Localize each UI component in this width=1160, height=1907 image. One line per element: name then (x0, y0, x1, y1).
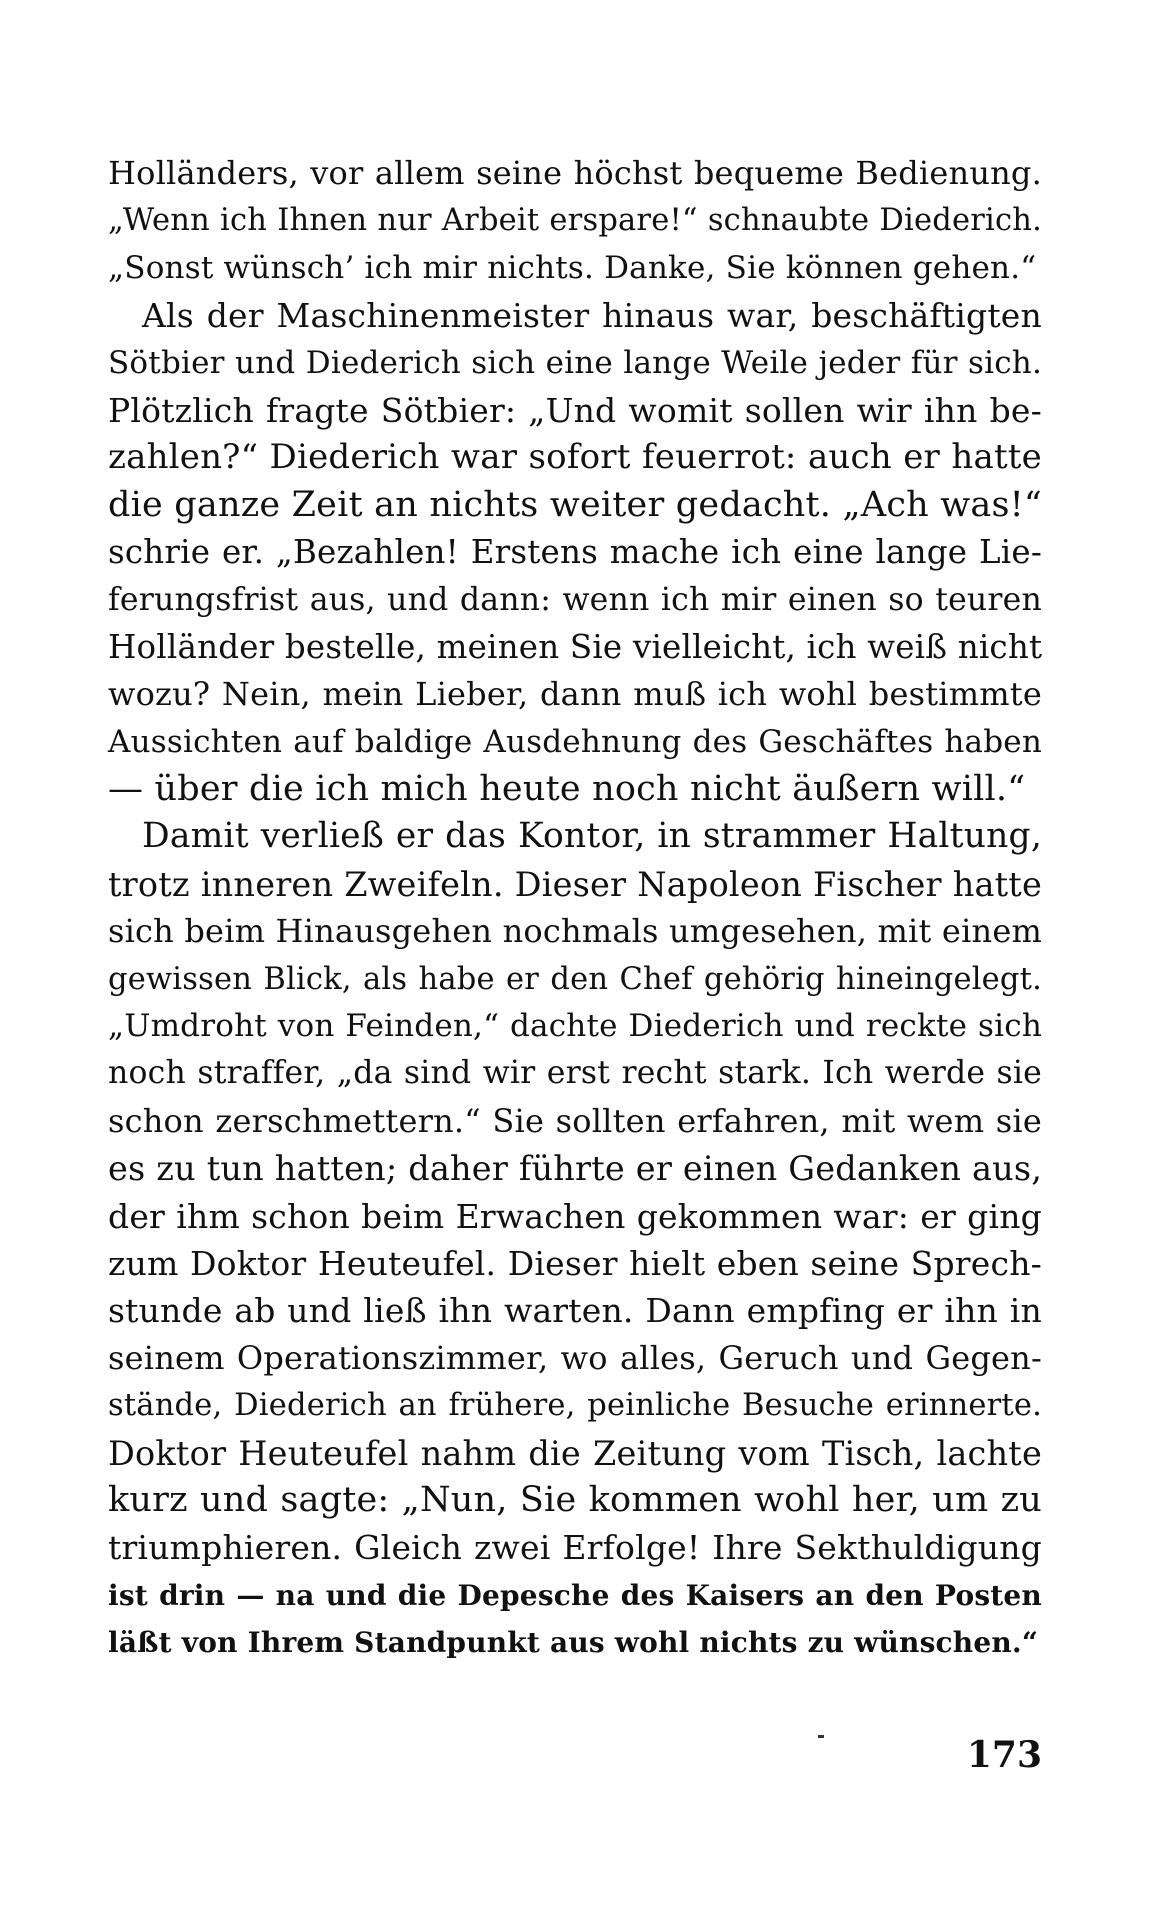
text-line: zahlen?“ Diederich war sofort feuerrot: auch er hatte (108, 437, 1042, 478)
text-line: „Umdroht von Feinden,“ dachte Diederich und reckte sich (108, 1008, 1042, 1045)
text-line: Damit verließ er das Kontor, in strammer Haltung, (142, 816, 1042, 857)
text-line: „Sonst wünsch’ ich mir nichts. Danke, Sie können gehen.“ (108, 249, 1037, 286)
text-line: triumphieren. Gleich zwei Erfolge! Ihre Sekthuldigung (108, 1528, 1042, 1568)
text-line: Plötzlich fragte Sötbier: „Und womit sollen wir ihn be- (108, 390, 1042, 430)
text-line: Holländer bestelle, meinen Sie vielleicht, ich weiß nicht (108, 627, 1043, 666)
text-line: kurz und sagte: „Nun, Sie kommen wohl her, um zu (108, 1479, 1042, 1520)
text-line: gewissen Blick, als habe er den Chef gehörig hineingelegt. (108, 961, 1042, 997)
text-line: Sötbier und Diederich sich eine lange Weile jeder für sich. (108, 344, 1042, 381)
text-line: sich beim Hinausgehen nochmals umgesehen, mit einem (108, 912, 1042, 951)
text-line: noch straffer, „da sind wir erst recht stark. Ich werde sie (108, 1055, 1042, 1092)
text-line: stände, Diederich an frühere, peinliche Besuche erinnerte. (108, 1388, 1042, 1424)
text-line: Holländers, vor allem seine höchst bequeme Bedienung. (108, 154, 1042, 192)
text-line: die ganze Zeit an nichts weiter gedacht. „Ach was!“ (108, 484, 1042, 525)
text-line: es zu tun hatten; daher führte er einen Gedanken aus, (108, 1149, 1043, 1189)
text-line: der ihm schon beim Erwachen gekommen war: er ging (108, 1196, 1042, 1236)
page-number: 173 (966, 1734, 1042, 1776)
text-line: stunde ab und ließ ihn warten. Dann empfing er ihn in (108, 1291, 1042, 1331)
print-mark (818, 1735, 824, 1738)
text-line: wozu? Nein, mein Lieber, dann muß ich wohl bestimmte (108, 675, 1042, 714)
text-line: Aussichten auf baldige Ausdehnung des Geschäftes haben (108, 723, 1042, 760)
body-text (108, 150, 1042, 1667)
text-line: ist drin — na und die Depesche des Kaisers an den Posten (108, 1578, 1042, 1612)
text-line: schrie er. „Bezahlen! Erstens mache ich eine lange Lie- (108, 533, 1042, 572)
text-line: schon zerschmettern.“ Sie sollten erfahren, mit wem sie (108, 1101, 1042, 1140)
text-line: seinem Operationszimmer, wo alles, Geruch und Gegen- (108, 1338, 1042, 1377)
text-line: — über die ich mich heute noch nicht äußern will.“ (108, 769, 1026, 810)
text-line: läßt von Ihrem Standpunkt aus wohl nichts zu wünschen.“ (108, 1626, 1039, 1660)
text-line: zum Doktor Heuteufel. Dieser hielt eben seine Sprech- (108, 1243, 1042, 1283)
text-line: Als der Maschinenmeister hinaus war, beschäftigten (142, 296, 1042, 336)
text-line: trotz inneren Zweifeln. Dieser Napoleon Fischer hatte (108, 864, 1042, 904)
text-line: Doktor Heuteufel nahm die Zeitung vom Tisch, lachte (108, 1433, 1042, 1473)
text-line: „Wenn ich Ihnen nur Arbeit erspare!“ schnaubte Diederich. (108, 203, 1042, 239)
text-line: ferungsfrist aus, und dann: wenn ich mir einen so teuren (108, 581, 1042, 618)
